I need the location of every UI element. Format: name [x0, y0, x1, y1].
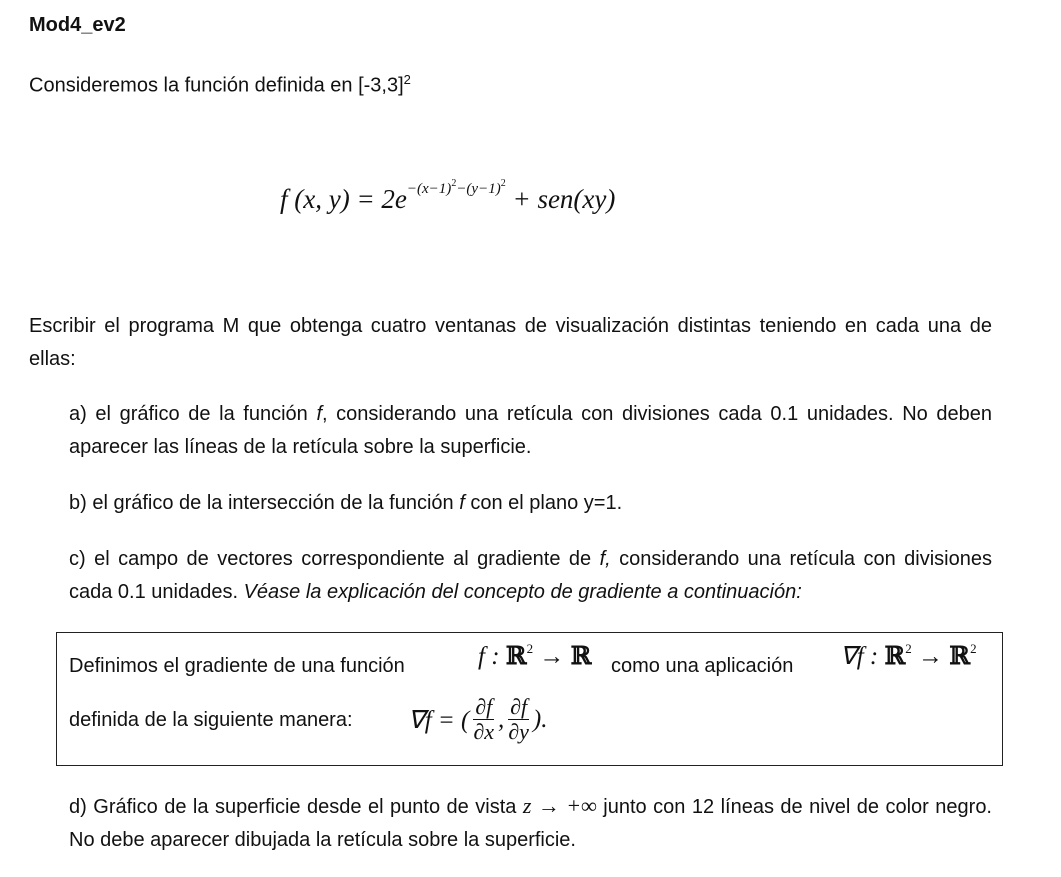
partial-x-fraction	[471, 695, 496, 744]
formula-exponent	[406, 178, 506, 197]
item-c	[69, 543, 992, 609]
frac1-den: ∂x	[473, 719, 495, 744]
exponent-square-2: 2	[500, 178, 506, 189]
frac2-den: ∂y	[508, 719, 529, 744]
item-a-after: , considerando una retícula con divisiones cada 0.1 unidades. No deben aparecer las líneas de la retícula sobre la superficie.	[69, 403, 992, 458]
item-d-math: z → +∞	[522, 793, 597, 818]
task-intro: Escribir el programa M que obtenga cuatro ventanas de visualización distintas teniendo en cada una de ellas:	[29, 315, 992, 370]
math3-lhs: ∇f = (	[408, 706, 470, 734]
box-line1-text: Definimos el gradiente de una función	[69, 655, 405, 677]
exponent-square-1: 2	[451, 178, 457, 189]
item-c-f: f,	[599, 548, 611, 570]
item-c-after: considerando una retícula con divisiones cada 0.1 unidades.	[69, 548, 992, 603]
box-line2-text: definida de la siguiente manera:	[69, 709, 353, 731]
math1-colon: :	[484, 643, 506, 670]
exponent-part-b: −(y−1)	[456, 181, 501, 197]
intro-text: Consideremos la función definida en [-3,3]	[29, 74, 404, 97]
function-formula	[280, 178, 615, 215]
math3-close: ).	[532, 705, 548, 733]
item-a	[69, 398, 992, 464]
gradient-formula-math	[408, 695, 547, 744]
box-line1-mid: como una aplicación	[611, 655, 794, 677]
item-b	[69, 487, 992, 520]
function-mapping-math	[478, 641, 591, 671]
document-title: Mod4_ev2	[29, 14, 126, 36]
math3-comma: ,	[498, 705, 505, 733]
frac2-num: ∂f	[510, 694, 528, 719]
math1-arrow: →	[533, 643, 571, 670]
partial-y-fraction	[506, 695, 531, 744]
item-d-after: junto con 12 líneas de nivel de color negro. No debe aparecer dibujada la retícula sobre la superficie.	[69, 796, 992, 851]
gradient-definition-box	[56, 632, 1003, 766]
math1-sq: 2	[526, 641, 534, 656]
item-d-before: d) Gráfico de la superficie desde el punto de vista	[69, 796, 523, 818]
math1-r: ℝ	[505, 641, 527, 670]
math1-f: f	[478, 643, 485, 670]
math2-sq2: 2	[970, 641, 977, 656]
math2-sq: 2	[905, 641, 912, 656]
item-a-before: a) el gráfico de la función	[69, 403, 317, 425]
formula-rhs: + sen(xy)	[505, 184, 616, 214]
math2-nabla: ∇f	[840, 643, 864, 670]
item-d	[69, 789, 992, 857]
intro-statement	[29, 72, 411, 98]
item-b-f: f	[459, 492, 465, 514]
math2-r: ℝ	[884, 641, 906, 670]
math2-arrow: →	[911, 643, 950, 670]
item-c-note: Véase la explicación del concepto de gradiente a continuación:	[243, 581, 802, 603]
formula-lhs: f (x, y) = 2e	[280, 184, 407, 214]
math2-r2: ℝ	[949, 641, 971, 670]
intro-power: 2	[403, 72, 411, 87]
math2-colon: :	[863, 643, 885, 670]
math1-r2: ℝ	[570, 641, 592, 670]
exponent-part-a: −(x−1)	[406, 181, 452, 197]
item-a-f: f	[316, 403, 322, 425]
item-c-before: c) el campo de vectores correspondiente al gradiente de	[69, 548, 600, 570]
frac1-num: ∂f	[475, 694, 493, 719]
item-b-after: con el plano y=1.	[464, 492, 623, 514]
item-b-before: b) el gráfico de la intersección de la función	[69, 492, 460, 514]
gradient-mapping-math	[840, 641, 977, 671]
